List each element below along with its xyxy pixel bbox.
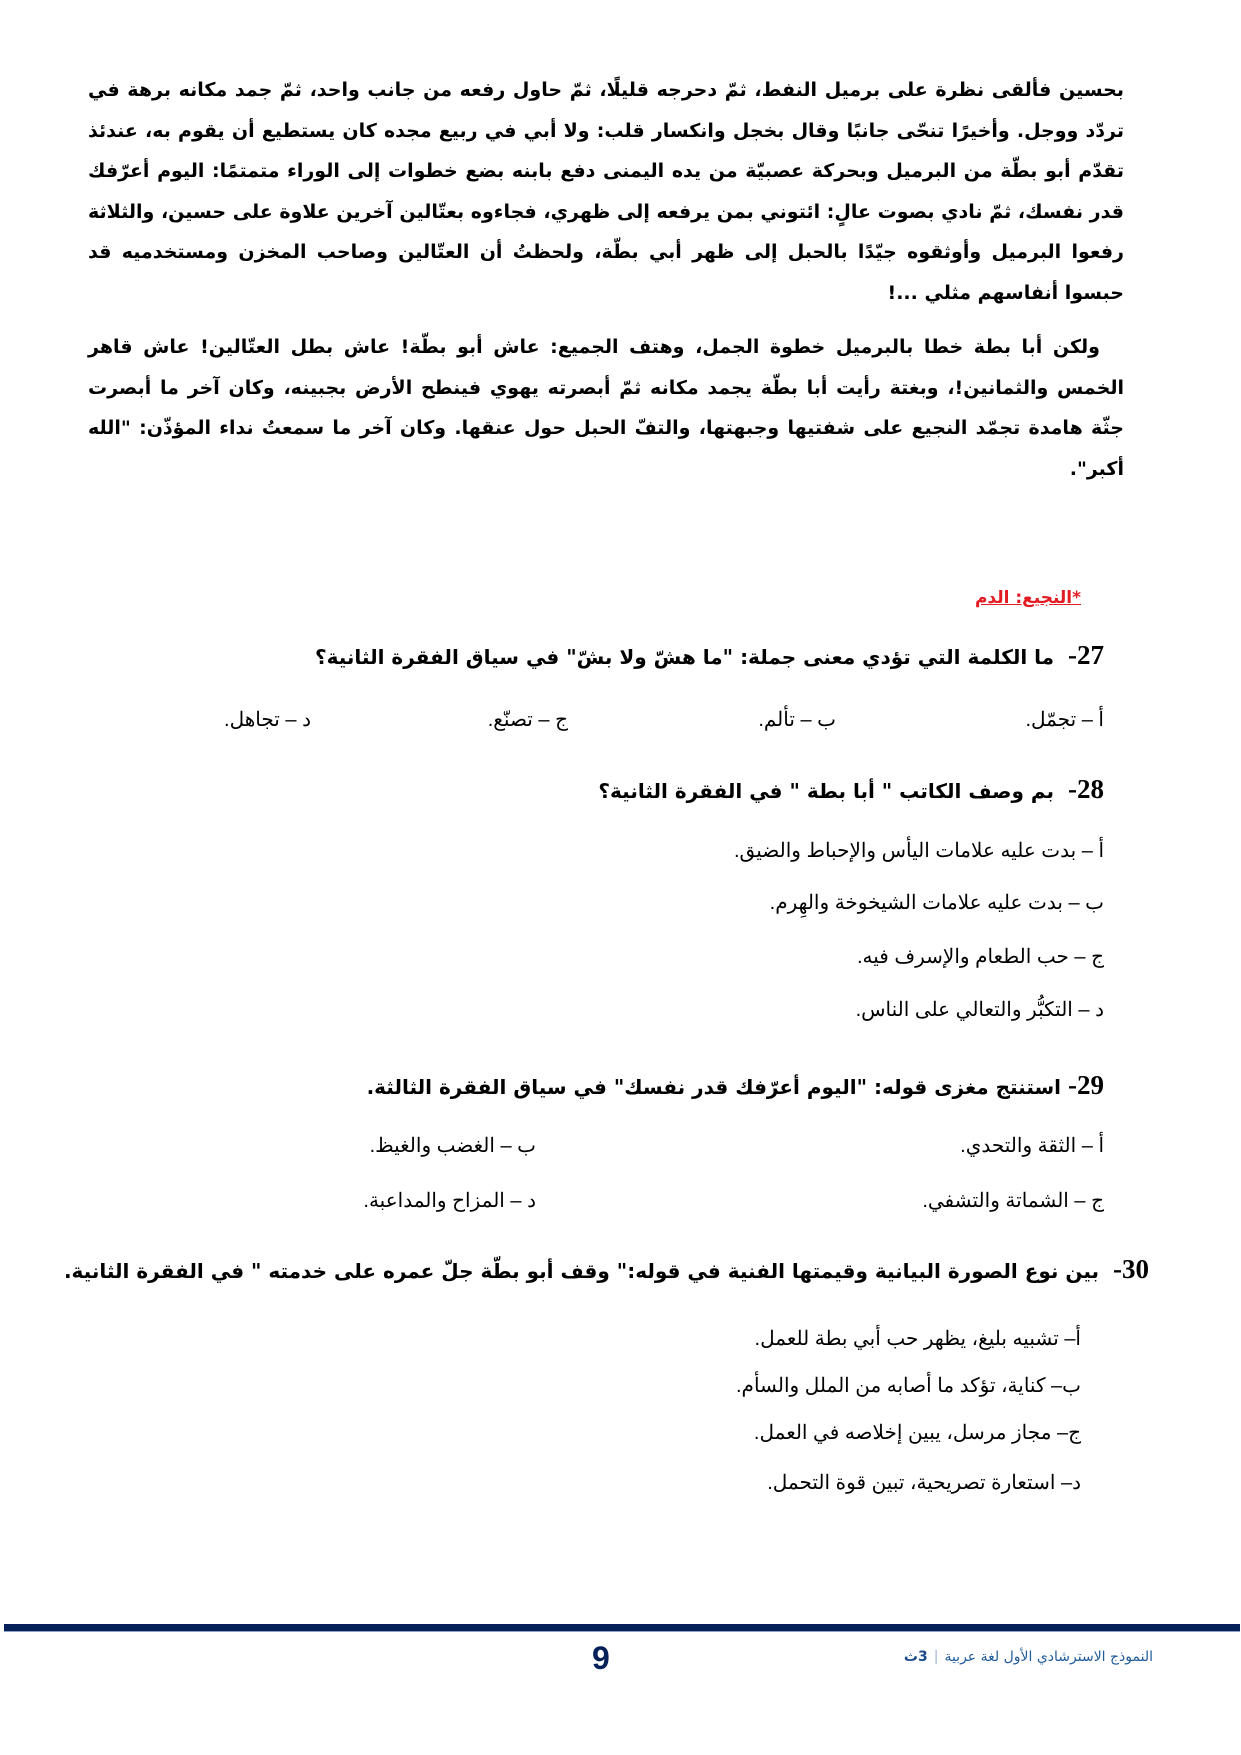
option-c[interactable]: ج – تصنّع. bbox=[487, 709, 568, 731]
footer-divider bbox=[4, 1624, 1240, 1631]
option-b[interactable]: ب – بدت عليه علامات الشيخوخة والهِرم. bbox=[769, 892, 1104, 914]
question-30 bbox=[64, 1254, 1149, 1285]
option-b[interactable]: ب– كناية، تؤكد ما أصابه من الملل والسأم. bbox=[736, 1375, 1081, 1397]
question-dash: - bbox=[1068, 640, 1077, 670]
question-dash: - bbox=[1068, 1070, 1077, 1100]
question-number: 27 bbox=[1077, 640, 1104, 670]
footnote: *النجيع: الدم bbox=[974, 588, 1081, 608]
question-text: ما الكلمة التي تؤدي معنى جملة: "ما هشّ ولا بشّ" في سياق الفقرة الثانية؟ bbox=[314, 645, 1055, 669]
question-number: 28 bbox=[1077, 774, 1104, 804]
option-d[interactable]: د – تجاهل. bbox=[224, 709, 311, 731]
page-number: 9 bbox=[592, 1640, 610, 1676]
footer-separator: | bbox=[933, 1649, 939, 1665]
option-a[interactable]: أ – تجمّل. bbox=[1025, 709, 1104, 731]
question-text: استنتج مغزى قوله: "اليوم أعرّفك قدر نفسك" في سياق الفقرة الثالثة. bbox=[366, 1075, 1062, 1099]
option-a[interactable]: أ– تشبيه بليغ، يظهر حب أبي بطة للعمل. bbox=[754, 1328, 1081, 1350]
option-b[interactable]: ب – الغضب والغيظ. bbox=[369, 1135, 536, 1157]
option-d[interactable]: د– استعارة تصريحية، تبين قوة التحمل. bbox=[767, 1472, 1081, 1494]
option-a[interactable]: أ – بدت عليه علامات اليأس والإحباط والضيق. bbox=[733, 840, 1104, 862]
question-number: 30 bbox=[1122, 1254, 1149, 1284]
passage-paragraph: بحسين فألقى نظرة على برميل النفط، ثمّ دحرجه قليلًا، ثمّ حاول رفعه من جانب واحد، ثمّ جمد مكانه برهة في تردّد ووجل. وأخيرًا تنحّى جانبًا وقال بخجل وانكسار قلب: ولا أبي في ربيع مجده كان يستطيع أن يقوم به، عندئذ تقدّم أبو بطّة من البرميل وبحركة عصبيّة من يده اليمنى دفع بابنه بضع خطوات إلى الوراء متمتمًا: اليوم أعرّفك قدر نفسك، ثمّ نادي بصوت عالٍ: ائتوني بمن يرفعه إلى ظهري، فجاءوه بعتّالين آخرين علاوة على حسين، والثلاثة رفعوا البرميل وأوثقوه جيّدًا بالحبل إلى ظهر أبي بطّة، ولحظتُ أن العتّالين وصاحب المخزن ومستخدميه قد حبسوا أنفاسهم مثلي ...! bbox=[88, 79, 1124, 304]
question-text: بم وصف الكاتب " أبا بطة " في الفقرة الثانية؟ bbox=[598, 779, 1055, 803]
question-27 bbox=[315, 640, 1104, 671]
option-b[interactable]: ب – تألم. bbox=[758, 709, 836, 731]
footer-divider-shadow bbox=[4, 1631, 1240, 1632]
question-number: 29 bbox=[1077, 1070, 1104, 1100]
option-a[interactable]: أ – الثقة والتحدي. bbox=[960, 1135, 1104, 1157]
option-d[interactable]: د – المزاح والمداعبة. bbox=[363, 1190, 536, 1212]
option-c[interactable]: ج – حب الطعام والإسرف فيه. bbox=[856, 946, 1104, 968]
question-text: بين نوع الصورة البيانية وقيمتها الفنية في قوله:" وقف أبو بطّة جلّ عمره على خدمته " في الفقرة الثانية. bbox=[63, 1259, 1100, 1283]
question-28 bbox=[598, 774, 1104, 805]
option-d[interactable]: د – التكبُّر والتعالي على الناس. bbox=[855, 999, 1104, 1021]
footer-grade: 3ث bbox=[903, 1649, 928, 1665]
footer-title bbox=[904, 1649, 1153, 1665]
reading-passage bbox=[88, 70, 1124, 489]
footer-exam-title: النموذج الاسترشادي الأول لغة عربية bbox=[944, 1649, 1153, 1665]
option-c[interactable]: ج – الشماتة والتشفي. bbox=[922, 1190, 1104, 1212]
question-29 bbox=[367, 1070, 1104, 1101]
question-dash: - bbox=[1113, 1254, 1122, 1284]
passage-paragraph: ولكن أبا بطة خطا بالبرميل خطوة الجمل، وهتف الجميع: عاش أبو بطّة! عاش بطل العتّالين! عاش قاهر الخمس والثمانين!، وبغتة رأيت أبا بطّة يجمد مكانه ثمّ أبصرته يهوي فينطح الأرض بجبينه، وكان آخر ما أبصرت جثّة هامدة تجمّد النجيع على شفتيها وجبهتها، والتفّ الحبل حول عنقها. وكان آخر ما سمعتُ نداء المؤذّن: "الله أكبر". bbox=[88, 336, 1124, 480]
option-c[interactable]: ج– مجاز مرسل، يبين إخلاصه في العمل. bbox=[753, 1422, 1081, 1444]
question-dash: - bbox=[1068, 774, 1077, 804]
